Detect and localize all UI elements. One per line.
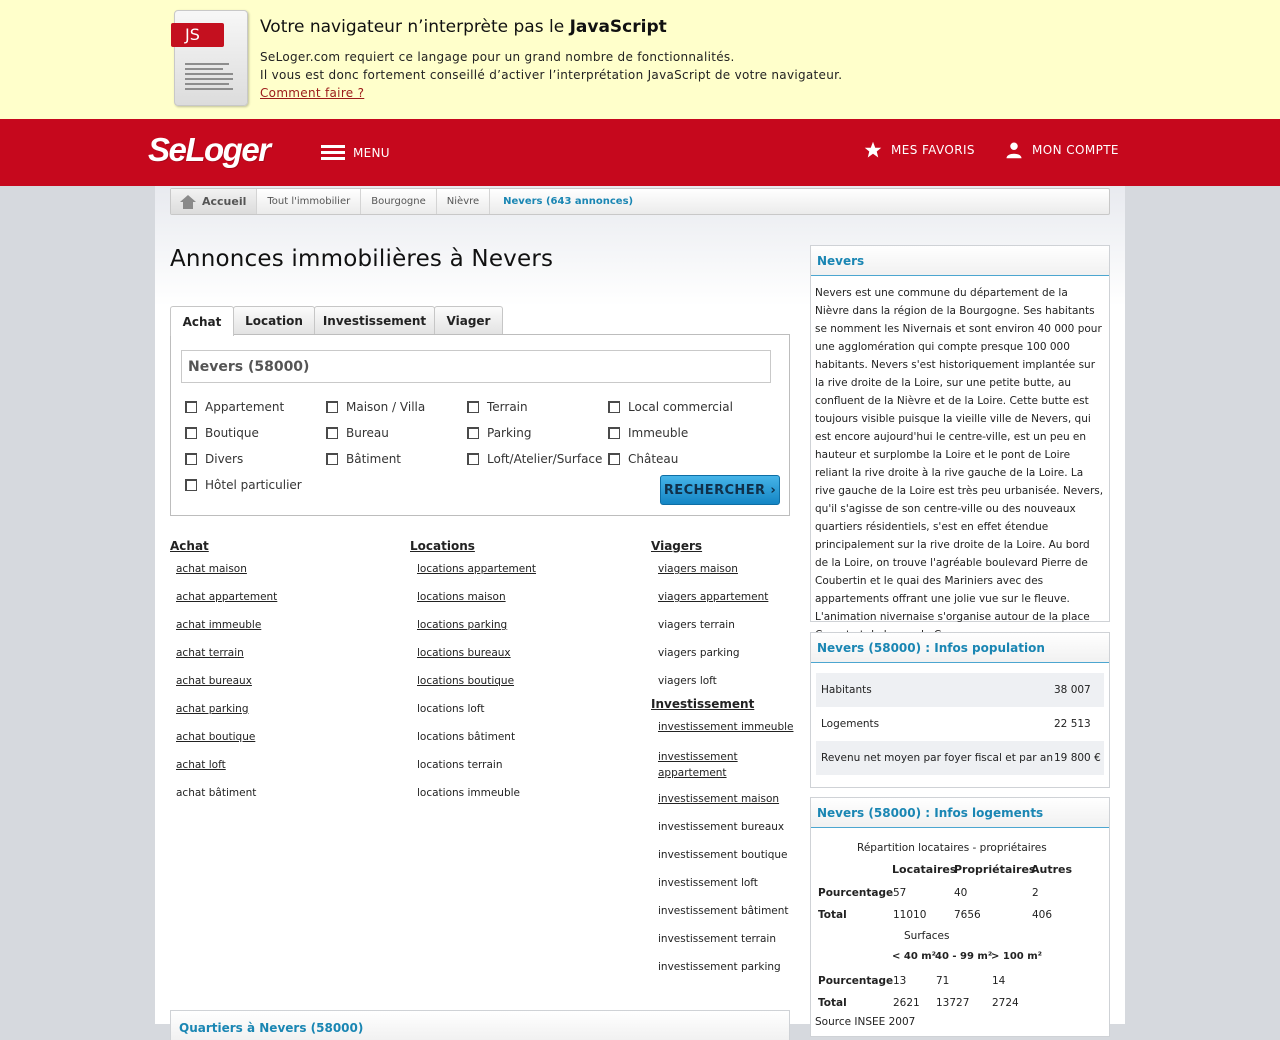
city-description-title: Nevers	[811, 246, 1109, 276]
checkbox-divers[interactable]: Divers	[185, 452, 243, 466]
checkbox-bureau[interactable]: Bureau	[326, 426, 389, 440]
star-icon	[864, 141, 882, 159]
favorites-button[interactable]	[864, 141, 975, 159]
checkbox-local-commercial[interactable]: Local commercial	[608, 400, 733, 414]
split-cell: 57	[893, 887, 907, 899]
surface-header: 40 - 99 m²	[935, 951, 993, 962]
checkbox-box[interactable]	[467, 453, 479, 465]
link-locations-bureaux[interactable]: locations bureaux	[417, 647, 511, 659]
surface-row-label: Total	[818, 997, 847, 1009]
tab-achat[interactable]: Achat	[170, 306, 234, 336]
link-locations-parking[interactable]: locations parking	[417, 619, 508, 631]
link-viagers-maison[interactable]: viagers maison	[658, 563, 738, 575]
link-investissement-immeuble[interactable]: investissement immeuble	[658, 721, 794, 733]
surface-row-label: Pourcentage	[818, 975, 894, 987]
hamburger-icon	[321, 145, 345, 161]
js-warning-banner	[0, 0, 1280, 119]
link-locations-maison[interactable]: locations maison	[417, 591, 506, 603]
housing-source: Source INSEE 2007	[815, 1016, 916, 1028]
checkbox-box[interactable]	[326, 427, 338, 439]
surface-caption: Surfaces	[904, 930, 950, 942]
checkbox-box[interactable]	[185, 453, 197, 465]
link-achat-bureaux[interactable]: achat bureaux	[176, 675, 252, 687]
split-row-label: Total	[818, 909, 847, 921]
link-achat-maison[interactable]: achat maison	[176, 563, 247, 575]
split-cell: 11010	[893, 909, 927, 921]
account-button[interactable]	[1005, 141, 1119, 159]
link-achat-loft[interactable]: achat loft	[176, 759, 226, 771]
breadcrumb	[170, 188, 1110, 215]
page-content	[155, 186, 1125, 1035]
checkbox-terrain[interactable]: Terrain	[467, 400, 528, 414]
text-locations-loft: locations loft	[417, 703, 485, 715]
location-input[interactable]	[181, 350, 771, 383]
split-row-label: Pourcentage	[818, 887, 894, 899]
script-file-icon	[174, 10, 248, 106]
page-title: Annonces immobilières à Nevers	[170, 246, 554, 272]
how-to-link[interactable]: Comment faire ?	[260, 86, 365, 100]
breadcrumb-home[interactable]	[171, 189, 257, 214]
surface-header: > 100 m²	[991, 951, 1043, 962]
split-header: Autres	[1031, 863, 1073, 876]
seloger-logo[interactable]: SeLoger	[148, 131, 270, 168]
checkbox-box[interactable]	[185, 427, 197, 439]
checkbox-box[interactable]	[608, 401, 620, 413]
split-header: Propriétaires	[954, 863, 1036, 876]
checkbox-chateau[interactable]: Château	[608, 452, 678, 466]
transaction-tabs	[170, 306, 502, 335]
surface-cell: 14	[992, 975, 1006, 987]
js-warning-title: Votre navigateur n’interprète pas le JavaScript	[260, 17, 667, 37]
text-investissement-parking: investissement parking	[658, 961, 781, 973]
link-locations-appartement[interactable]: locations appartement	[417, 563, 537, 575]
surface-cell: 2724	[992, 997, 1019, 1009]
breadcrumb-item[interactable]: Nièvre	[437, 189, 490, 214]
link-achat-terrain[interactable]: achat terrain	[176, 647, 244, 659]
checkbox-hotel-particulier[interactable]: Hôtel particulier	[185, 478, 302, 492]
text-investissement-batiment: investissement bâtiment	[658, 905, 789, 917]
checkbox-box[interactable]	[467, 401, 479, 413]
site-header	[0, 119, 1280, 186]
surface-cell: 2621	[893, 997, 920, 1009]
links-achat-heading[interactable]: Achat	[170, 539, 209, 553]
split-cell: 40	[954, 887, 968, 899]
population-value: 38 007	[1054, 684, 1091, 696]
split-cell: 7656	[954, 909, 981, 921]
surface-cell: 13	[893, 975, 907, 987]
link-viagers-appartement[interactable]: viagers appartement	[658, 591, 769, 603]
checkbox-maison[interactable]: Maison / Villa	[326, 400, 425, 414]
link-achat-boutique[interactable]: achat boutique	[176, 731, 256, 743]
link-investissement-maison[interactable]: investissement maison	[658, 793, 780, 805]
link-locations-boutique[interactable]: locations boutique	[417, 675, 515, 687]
menu-label: MENU	[353, 146, 390, 160]
link-investissement-appartement[interactable]: investissement appartement	[658, 751, 738, 779]
link-achat-immeuble[interactable]: achat immeuble	[176, 619, 262, 631]
checkbox-box[interactable]	[467, 427, 479, 439]
js-badge: JS	[171, 23, 224, 47]
city-description-box	[810, 245, 1110, 622]
split-cell: 2	[1032, 887, 1039, 899]
housing-title: Nevers (58000) : Infos logements	[811, 798, 1109, 828]
checkbox-box[interactable]	[326, 401, 338, 413]
surface-cell: 13727	[936, 997, 970, 1009]
account-label: MON COMPTE	[1032, 143, 1119, 157]
menu-button[interactable]	[321, 145, 390, 161]
tab-viager[interactable]: Viager	[434, 306, 503, 335]
population-row	[816, 673, 1104, 707]
population-label: Revenu net moyen par foyer fiscal et par an	[821, 752, 1053, 764]
checkbox-appartement[interactable]: Appartement	[185, 400, 284, 414]
population-label: Logements	[821, 718, 880, 730]
surface-cell: 71	[936, 975, 950, 987]
text-investissement-bureaux: investissement bureaux	[658, 821, 785, 833]
text-investissement-terrain: investissement terrain	[658, 933, 776, 945]
breadcrumb-current: Nevers (643 annonces)	[503, 196, 634, 207]
tab-location[interactable]: Location	[233, 306, 315, 335]
text-investissement-loft: investissement loft	[658, 877, 758, 889]
checkbox-loft[interactable]: Loft/Atelier/Surface	[467, 452, 602, 466]
link-achat-parking[interactable]: achat parking	[176, 703, 249, 715]
districts-box	[170, 1010, 790, 1040]
population-box	[810, 632, 1110, 788]
favorites-label: MES FAVORIS	[891, 143, 975, 157]
breadcrumb-item[interactable]: Bourgogne	[361, 189, 437, 214]
links-investissement-heading[interactable]: Investissement	[651, 697, 755, 711]
checkbox-box[interactable]	[608, 427, 620, 439]
checkbox-batiment[interactable]: Bâtiment	[326, 452, 401, 466]
population-value: 22 513	[1054, 718, 1091, 730]
checkbox-box[interactable]	[608, 453, 620, 465]
population-label: Habitants	[821, 684, 872, 696]
split-caption: Répartition locataires - propriétaires	[857, 842, 1047, 854]
population-value: 19 800 €	[1054, 752, 1101, 764]
checkbox-immeuble[interactable]: Immeuble	[608, 426, 688, 440]
population-row	[816, 741, 1104, 775]
search-button[interactable]: RECHERCHER ›	[660, 475, 780, 505]
districts-title: Quartiers à Nevers (58000)	[179, 1021, 364, 1035]
surface-header: < 40 m²	[892, 951, 937, 962]
checkbox-parking[interactable]: Parking	[467, 426, 532, 440]
checkbox-box[interactable]	[326, 453, 338, 465]
text-locations-immeuble: locations immeuble	[417, 787, 521, 799]
breadcrumb-item[interactable]: Tout l'immobilier	[257, 189, 361, 214]
tab-investissement[interactable]: Investissement	[314, 306, 435, 335]
text-viagers-loft: viagers loft	[658, 675, 717, 687]
link-achat-appartement[interactable]: achat appartement	[176, 591, 278, 603]
population-row	[816, 707, 1104, 741]
search-panel	[170, 334, 790, 516]
text-viagers-terrain: viagers terrain	[658, 619, 735, 631]
population-title: Nevers (58000) : Infos population	[811, 633, 1109, 663]
js-warning-text-1: SeLoger.com requiert ce langage pour un grand nombre de fonctionnalités.	[260, 50, 735, 64]
breadcrumb-home-label: Accueil	[202, 195, 247, 208]
housing-box	[810, 797, 1110, 1037]
home-icon	[180, 195, 196, 209]
split-cell: 406	[1032, 909, 1053, 921]
text-locations-terrain: locations terrain	[417, 759, 503, 771]
links-viagers-heading[interactable]: Viagers	[651, 539, 703, 553]
checkbox-box[interactable]	[185, 401, 197, 413]
text-locations-batiment: locations bâtiment	[417, 731, 516, 743]
user-icon	[1005, 141, 1023, 159]
links-locations-heading[interactable]: Locations	[410, 539, 475, 553]
text-viagers-parking: viagers parking	[658, 647, 740, 659]
checkbox-boutique[interactable]: Boutique	[185, 426, 259, 440]
split-header: Locataires	[892, 863, 957, 876]
city-description-text: Nevers est une commune du département de la Nièvre dans la région de la Bourgogne. Ses habitants se nomment les Nivernais et sont environ 40 000 pour une agglomération qui compte presque 100 000 habitants. Nevers s'est historiquement implantée sur la rive droite de la Loire, sur une petite butte, au confluent de la Nièvre et de la Loire. Cette butte est toujours visible puisque la vieille ville de Nevers, qui est encore aujourd'hui le centre-ville, est un peu en hauteur et surplombe la Loire et le pont de Loire reliant la rive droite à la rive gauche de la Loire. La rive gauche de la Loire est très peu urbanisée. Nevers, qu'il s'agisse de son centre-ville ou des nouveaux quartiers résidentiels, s'est en effet étendue principalement sur la rive droite de la Loire. Au bord de la Loire, on trouve l'agréable boulevard Pierre de Coubertin et le quai des Mariniers avec des appartements offrant une jolie vue sur le fleuve. L'animation nivernaise s'organise autour de la place	[815, 287, 1104, 623]
text-achat-batiment: achat bâtiment	[176, 787, 257, 799]
js-warning-text-2: Il vous est donc fortement conseillé d’activer l’interprétation JavaScript de votre navigateur.	[260, 68, 843, 82]
checkbox-box[interactable]	[185, 479, 197, 491]
text-investissement-boutique: investissement boutique	[658, 849, 788, 861]
